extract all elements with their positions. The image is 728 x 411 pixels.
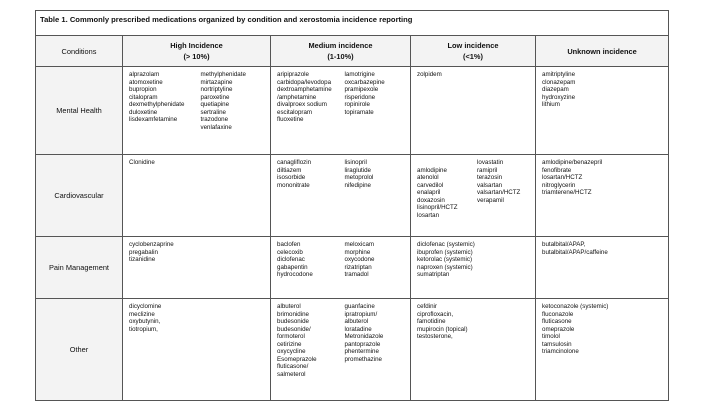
drug-name: lisdexamfetamine: [129, 116, 178, 123]
drug-name: nifedipine: [344, 181, 371, 189]
drug-name: aripiprazole: [277, 71, 309, 78]
table-caption: Table 1. Commonly prescribed medications organized by condition and xerostomia incidence reporting: [36, 11, 669, 36]
high-incidence-cell: [123, 299, 271, 401]
drug-name: phentermine: [344, 348, 379, 355]
drug-name: ketoconazole (systemic): [542, 303, 609, 310]
drug-name: lovastatin: [477, 159, 504, 166]
drug-name: salmeterol: [277, 370, 306, 378]
table-row: [36, 67, 669, 155]
drug-column: [129, 159, 266, 167]
drug-name: formoterol: [277, 333, 305, 340]
drug-name: oxycodone: [344, 256, 375, 263]
drug-name: naproxen (systemic): [417, 263, 473, 271]
drug-name: /amphetamine: [277, 93, 317, 101]
drug-name: promethazine: [344, 355, 382, 363]
high-incidence-cell: [123, 155, 271, 237]
drug-column: [417, 241, 531, 279]
drug-name: lithium: [542, 101, 560, 108]
drug-name: timolol: [542, 333, 560, 340]
drug-name: fluconazole: [542, 310, 574, 318]
drug-name: hydroxyzine: [542, 93, 576, 101]
drug-column: [542, 241, 664, 256]
condition-cell: Mental Health: [36, 67, 123, 155]
header-unknown-incidence: [536, 36, 669, 67]
unknown-incidence-cell: [536, 299, 669, 401]
medium-incidence-cell: [271, 155, 411, 237]
drug-name: budesonide: [277, 318, 309, 325]
medium-incidence-cell: [271, 237, 411, 299]
drug-name: tramadol: [344, 271, 369, 278]
drug-column: [542, 71, 664, 109]
header-conditions: Conditions: [36, 36, 123, 67]
drug-name: sumatriptan: [417, 271, 450, 278]
drug-column: [477, 159, 531, 219]
drug-name: doxazosin: [417, 196, 445, 204]
drug-name: methylphenidate: [200, 71, 246, 78]
drug-name: meclizine: [129, 310, 155, 318]
drug-name: albuterol: [277, 303, 301, 310]
drug-name: oxycycline: [277, 348, 306, 355]
drug-name: fluticasone/: [277, 363, 309, 370]
drug-name: rizatriptan: [344, 263, 372, 271]
document: [35, 10, 668, 401]
drug-column: [417, 159, 471, 219]
header-high-title: High Incidence: [170, 41, 223, 50]
low-incidence-cell: [411, 155, 536, 237]
drug-name: sertraline: [200, 108, 226, 116]
drug-name: atomoxetine: [129, 78, 163, 86]
drug-name: losartan: [417, 211, 440, 219]
drug-column: [277, 303, 339, 378]
unknown-incidence-cell: [536, 155, 669, 237]
drug-column: [277, 241, 339, 279]
header-high-incidence: [123, 36, 271, 67]
drug-column: [345, 159, 407, 189]
low-incidence-cell: [411, 237, 536, 299]
drug-name: loratadine: [344, 325, 372, 333]
drug-name: lamotrigine: [344, 71, 375, 78]
header-low-incidence: [411, 36, 536, 67]
drug-name: omeprazole: [542, 325, 575, 333]
drug-name: triamcinolone: [542, 348, 579, 355]
drug-name: diazepam: [542, 86, 569, 93]
drug-column: [345, 303, 407, 378]
drug-name: liraglutide: [344, 166, 371, 174]
drug-name: bupropion: [129, 86, 157, 93]
table-row: [36, 155, 669, 237]
drug-name: tamsulosin: [542, 340, 572, 348]
drug-name: amlodipine/benazepril: [542, 159, 603, 166]
drug-name: nortriptyline: [200, 86, 233, 93]
drug-name: trazodone: [200, 116, 229, 123]
drug-name: dicyclomine: [129, 303, 162, 310]
drug-name: mononitrate: [277, 181, 310, 189]
drug-name: diclofenac (systemic): [417, 241, 475, 248]
drug-name: atenolol: [417, 174, 439, 181]
medications-table: [35, 10, 669, 401]
drug-name: losartan/HCTZ: [542, 174, 583, 181]
drug-name: famotidine: [417, 318, 446, 325]
drug-name: gabapentin: [277, 263, 308, 271]
drug-name: enalapril: [417, 189, 441, 196]
drug-name: dexmethylphenidate: [129, 101, 185, 108]
drug-name: terazosin: [477, 174, 503, 181]
table-row: [36, 299, 669, 401]
drug-name: escitalopram: [277, 108, 313, 116]
condition-cell: Cardiovascular: [36, 155, 123, 237]
drug-name: alprazolam: [129, 71, 160, 78]
drug-column: [277, 71, 339, 124]
drug-name: guanfacine: [344, 303, 375, 310]
high-incidence-cell: [123, 237, 271, 299]
drug-name: pantoprazole: [344, 340, 381, 348]
drug-name: metoprolol: [344, 174, 374, 181]
drug-name: lisinopril/HCTZ: [417, 204, 458, 211]
header-medium-incidence: [271, 36, 411, 67]
drug-name: ketorolac (systemic): [417, 256, 473, 263]
drug-name: diclofenac: [277, 256, 305, 263]
drug-name: topiramate: [344, 108, 374, 116]
drug-column: [277, 159, 339, 189]
drug-name: isosorbide: [277, 174, 306, 181]
drug-column: [345, 241, 407, 279]
drug-name: [417, 159, 471, 167]
drug-name: tiotropium,: [129, 325, 158, 333]
drug-name: divalproex sodium: [277, 101, 327, 108]
drug-name: meloxicam: [344, 241, 375, 248]
drug-name: citalopram: [129, 93, 158, 101]
drug-name: triamterene/HCTZ: [542, 189, 592, 196]
drug-name: mirtazapine: [200, 78, 233, 86]
drug-name: butalbital/APAP/caffeine: [542, 248, 608, 256]
header-low-title: Low incidence: [447, 41, 499, 50]
drug-name: budesonide/: [277, 325, 311, 333]
low-incidence-cell: [411, 67, 536, 155]
drug-name: zolpidem: [417, 71, 442, 78]
medium-incidence-cell: [271, 299, 411, 401]
drug-name: duloxetine: [129, 108, 158, 116]
drug-name: brimonidine: [277, 310, 309, 318]
drug-name: amlodipine: [417, 166, 447, 174]
drug-name: carbidopa/levodopa: [277, 78, 332, 86]
drug-name: verapamil: [477, 196, 504, 204]
drug-name: Esomeprazole: [277, 355, 317, 363]
header-unknown-title: Unknown incidence: [567, 46, 637, 56]
drug-name: morphine: [344, 248, 371, 256]
drug-column: [345, 71, 407, 124]
drug-name: testosterone,: [417, 333, 453, 340]
header-medium-title: Medium incidence: [308, 41, 373, 50]
drug-name: Clonidine: [129, 159, 155, 166]
drug-column: [201, 71, 267, 131]
drug-name: ramipril: [477, 166, 498, 174]
medium-incidence-cell: [271, 67, 411, 155]
drug-column: [129, 241, 266, 264]
drug-column: [417, 303, 531, 341]
header-medium-sub: (1-10%): [327, 52, 354, 61]
high-incidence-cell: [123, 67, 271, 155]
drug-column: [129, 71, 195, 131]
condition-cell: Pain Management: [36, 237, 123, 299]
table-body: [36, 67, 669, 401]
drug-name: ropinirole: [344, 101, 370, 108]
drug-name: ibuprofen (systemic): [417, 248, 473, 256]
header-row: [36, 36, 669, 67]
drug-name: cetirizine: [277, 340, 302, 348]
drug-name: pregabalin: [129, 248, 158, 256]
drug-name: celecoxib: [277, 248, 303, 256]
drug-name: amitriptyline: [542, 71, 576, 78]
drug-name: valsartan/HCTZ: [477, 189, 521, 196]
drug-name: nitroglycerin: [542, 181, 576, 189]
drug-name: fluticasone: [542, 318, 572, 325]
drug-name: Metronidazole: [344, 333, 384, 340]
drug-column: [129, 303, 266, 333]
drug-name: diltiazem: [277, 166, 302, 174]
drug-name: lisinopril: [344, 159, 367, 166]
drug-name: baclofen: [277, 241, 301, 248]
drug-name: dextroamphetamine: [277, 86, 332, 93]
drug-name: cefdinir: [417, 303, 437, 310]
table-row: [36, 237, 669, 299]
drug-column: [542, 159, 664, 197]
drug-name: fluoxetine: [277, 116, 304, 123]
low-incidence-cell: [411, 299, 536, 401]
drug-name: albuterol: [344, 318, 369, 325]
condition-cell: Other: [36, 299, 123, 401]
drug-column: [542, 303, 664, 356]
drug-name: tizanidine: [129, 256, 156, 263]
header-low-sub: (<1%): [463, 52, 483, 61]
drug-name: venlafaxine: [200, 123, 232, 131]
drug-column: [417, 71, 531, 79]
drug-name: oxcarbazepine: [344, 78, 385, 86]
drug-name: oxybutynin,: [129, 318, 161, 325]
drug-name: cyclobenzaprine: [129, 241, 174, 248]
drug-name: pramipexole: [344, 86, 379, 93]
header-high-sub: (> 10%): [183, 52, 210, 61]
drug-name: canagliflozin: [277, 159, 312, 166]
drug-name: fenofibrate: [542, 166, 572, 174]
unknown-incidence-cell: [536, 237, 669, 299]
drug-name: butalbital/APAP,: [542, 241, 586, 248]
drug-name: quetiapine: [200, 101, 230, 108]
drug-name: risperidone: [344, 93, 376, 101]
drug-name: ciprofloxacin,: [417, 310, 454, 318]
drug-name: carvedilol: [417, 181, 444, 189]
drug-name: valsartan: [477, 181, 503, 189]
drug-name: mupirocin (topical): [417, 325, 468, 333]
drug-name: clonazepam: [542, 78, 576, 86]
drug-name: hydrocodone: [277, 271, 313, 278]
unknown-incidence-cell: [536, 67, 669, 155]
drug-name: paroxetine: [200, 93, 230, 101]
drug-name: ipratropium/: [344, 310, 378, 318]
